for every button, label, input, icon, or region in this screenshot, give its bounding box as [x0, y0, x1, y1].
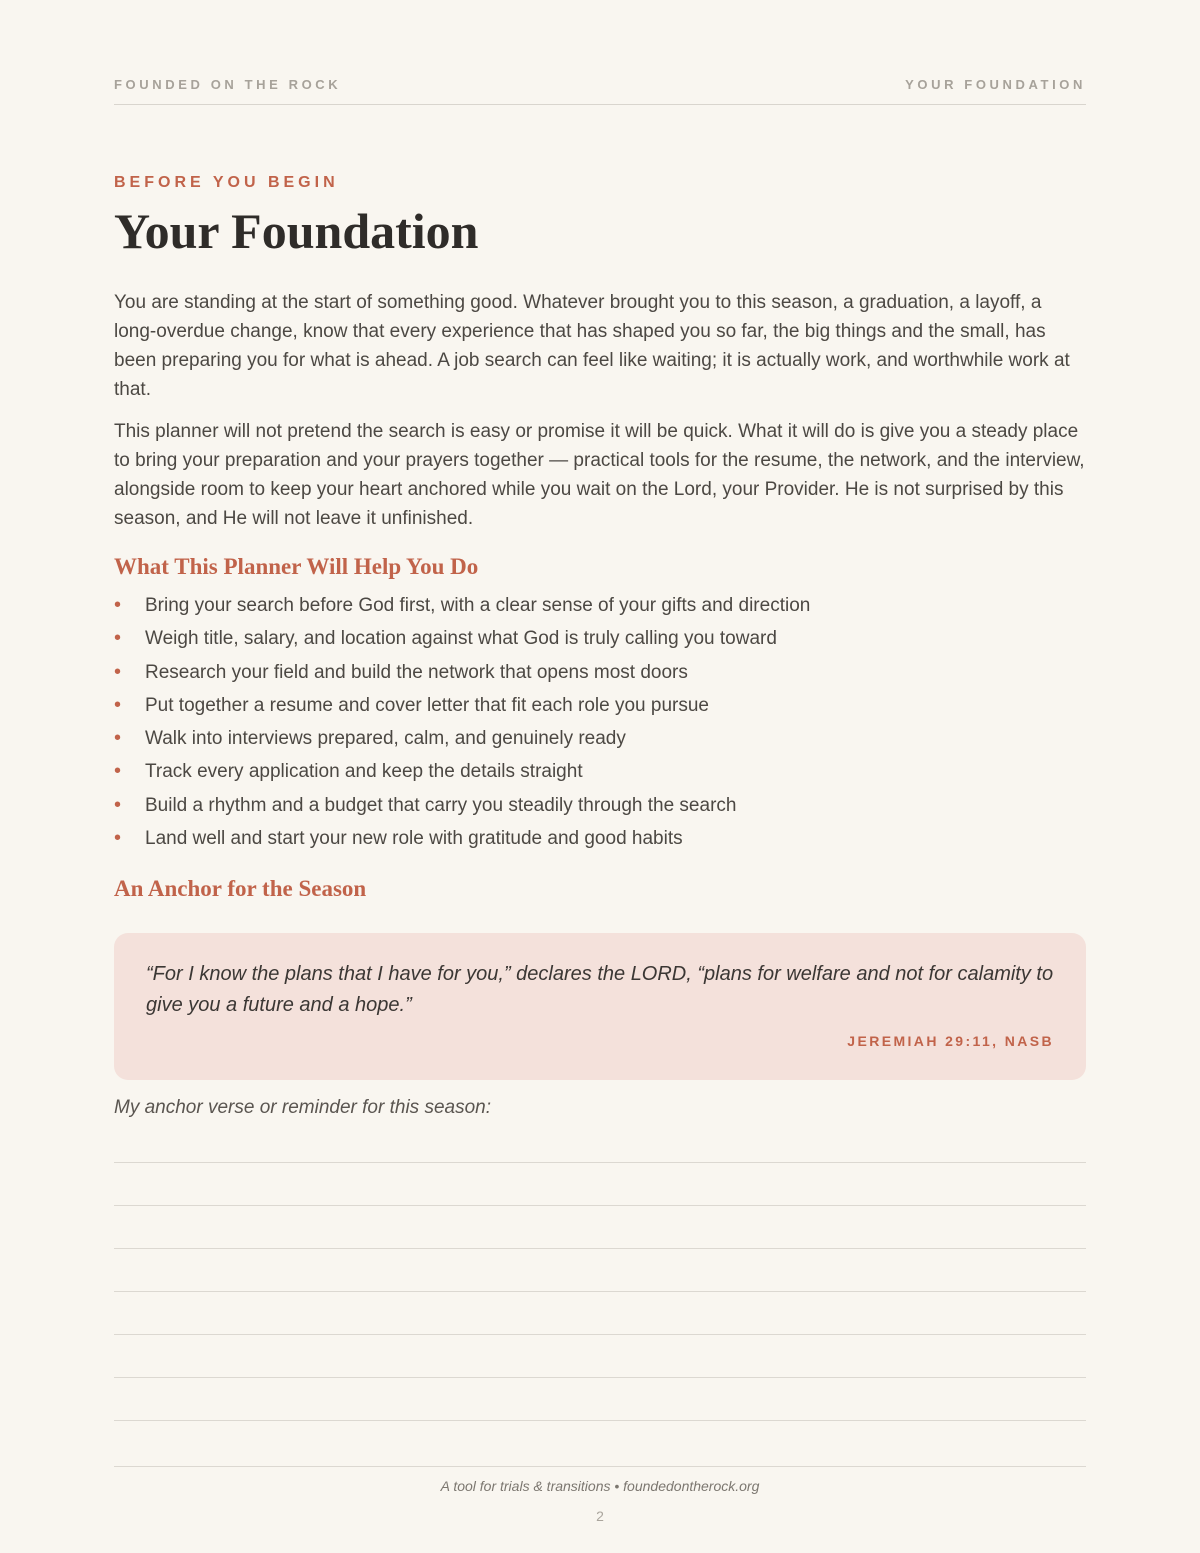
footer-divider [114, 1466, 1086, 1467]
help-list-item [114, 589, 1086, 622]
page-number: 2 [596, 1508, 604, 1524]
header-divider [114, 104, 1086, 105]
help-item-text: Walk into interviews prepared, calm, and genuinely ready [145, 728, 626, 750]
running-header-right: YOUR FOUNDATION [905, 77, 1086, 92]
bullet-icon: • [114, 660, 122, 683]
help-list-item [114, 722, 1086, 755]
writing-line[interactable] [114, 1420, 1086, 1421]
help-list-item [114, 822, 1086, 855]
help-heading: What This Planner Will Help You Do [114, 554, 479, 579]
bullet-icon: • [114, 793, 122, 816]
scripture-quote: “For I know the plans that I have for you,” declares the LORD, “plans for welfare and not for calamity to give you a future and a hope.” [146, 963, 1054, 1016]
page-title: Your Foundation [114, 203, 479, 259]
running-header-left: FOUNDED ON THE ROCK [114, 77, 342, 92]
writing-prompt: My anchor verse or reminder for this season: [114, 1097, 491, 1118]
bullet-icon: • [114, 760, 122, 783]
scripture-callout [114, 933, 1086, 1080]
intro-text [114, 288, 1086, 546]
help-list-item [114, 689, 1086, 722]
anchor-heading: An Anchor for the Season [114, 876, 367, 901]
help-item-text: Build a rhythm and a budget that carry you steadily through the search [145, 794, 737, 816]
section-eyebrow: BEFORE YOU BEGIN [114, 174, 339, 191]
help-item-text: Research your field and build the network that opens most doors [145, 661, 688, 683]
bullet-icon: • [114, 627, 122, 650]
bullet-icon: • [114, 594, 122, 616]
bullet-icon: • [114, 693, 122, 716]
bullet-icon: • [114, 727, 122, 750]
intro-paragraph: You are standing at the start of something good. Whatever brought you to this season, a graduation, a layoff, a long-overdue change, know that every experience that has shaped you so far, the big things and the small, has been preparing you for what is ahead. A job search can feel like waiting; it is actually work, and worthwhile work at that. [114, 292, 1070, 400]
writing-line[interactable] [114, 1248, 1086, 1249]
help-item-text: Put together a resume and cover letter that fit each role you pursue [145, 694, 709, 716]
bullet-icon: • [114, 827, 122, 850]
help-list [114, 589, 1086, 855]
help-item-text: Weigh title, salary, and location against what God is truly calling you toward [145, 628, 777, 650]
footer-tagline: A tool for trials & transitions • foundedontherock.org [440, 1478, 760, 1494]
help-list-item [114, 656, 1086, 689]
help-item-text: Bring your search before God first, with a clear sense of your gifts and direction [145, 595, 811, 616]
scripture-reference: JEREMIAH 29:11, NASB [847, 1033, 1054, 1049]
writing-line[interactable] [114, 1377, 1086, 1378]
writing-line[interactable] [114, 1334, 1086, 1335]
help-item-text: Land well and start your new role with gratitude and good habits [145, 828, 683, 850]
running-header [114, 77, 1086, 92]
page [114, 0, 1086, 1553]
writing-line[interactable] [114, 1291, 1086, 1292]
help-item-text: Track every application and keep the details straight [145, 761, 583, 783]
help-list-item [114, 622, 1086, 655]
help-list-item [114, 789, 1086, 822]
writing-line[interactable] [114, 1205, 1086, 1206]
writing-line[interactable] [114, 1162, 1086, 1163]
help-list-item [114, 755, 1086, 788]
intro-paragraph: This planner will not pretend the search is easy or promise it will be quick. What it will do is give you a steady place to bring your preparation and your prayers together — practical tools for the resume, the network, and the interview, alongside room to keep your heart anchored while you wait on the Lord, your Provider. He is not surprised by this season, and He will not leave it unfinished. [114, 421, 1085, 529]
